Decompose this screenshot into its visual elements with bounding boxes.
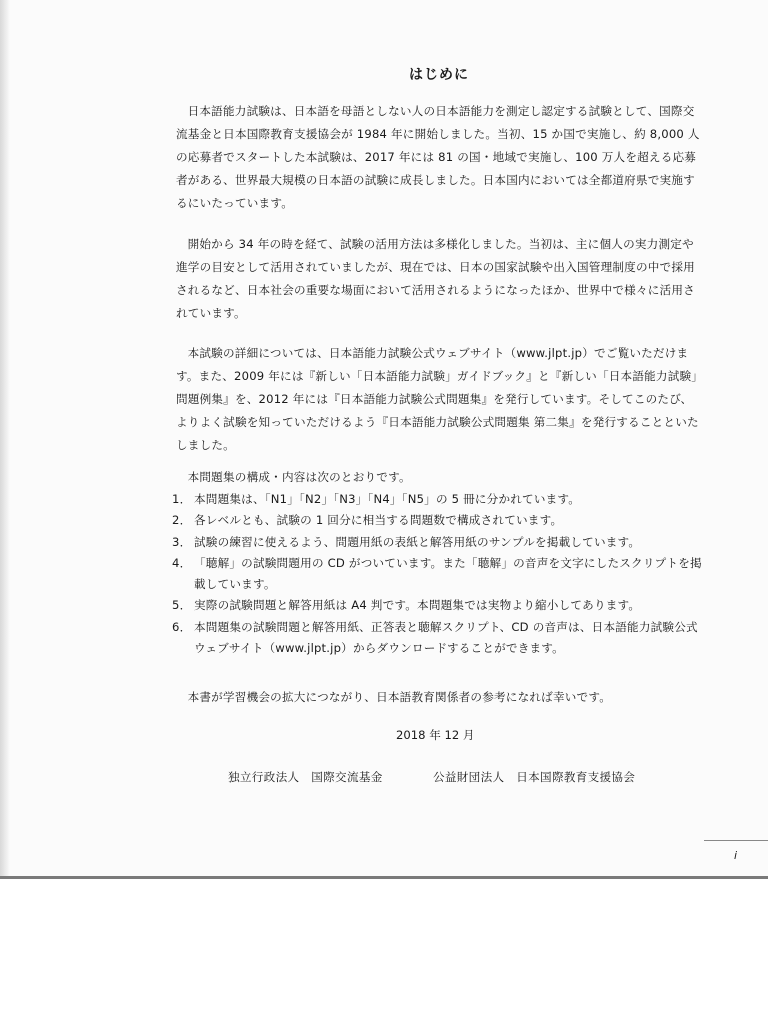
list-number: 3．: [172, 534, 192, 549]
list-number: 5．: [172, 598, 192, 613]
list-text: 本問題集は、「N1」「N2」「N3」「N4」「N5」の 5 冊に分かれています。: [194, 492, 581, 506]
organization-jees: 公益財団法人 日本国際教育支援協会: [433, 770, 636, 784]
list-intro: 本問題集の構成・内容は次のとおりです。: [187, 470, 411, 484]
list-item: [172, 510, 702, 531]
list-item: [172, 553, 702, 596]
list-text: 試験の練習に使えるよう、問題用紙の表紙と解答用紙のサンプルを掲載しています。: [194, 534, 641, 549]
list-text: 本問題集の試験問題と解答用紙、正答表と聴解スクリプト、CD の音声は、日本語能力試験公式ウェブサイト（www.jlpt.jp）からダウンロードすることができます。: [194, 619, 698, 656]
page-number: i: [734, 849, 738, 862]
scan-margin: [0, 879, 768, 1024]
organization-japan-foundation: 独立行政法人 国際交流基金: [228, 770, 383, 784]
list-number: 6．: [172, 619, 192, 634]
paragraph-history: 日本語能力試験は、日本語を母語としない人の日本語能力を測定し認定する試験として、国際交流基金と日本国際教育支援協会が 1984 年に開始しました。当初、15 か国で実施し、約 8,000 人の応募者でスタートした本試験は、2017 年には 81 の国・地域で実施し、100 万人を超える応募者がある、世界最大規模の日本語の試験に成長しました。日本国内においては全都道府県で実施するにいたっています。: [176, 104, 700, 210]
list-item: [172, 595, 702, 616]
list-item: [172, 617, 702, 660]
page-title: はじめに: [409, 67, 469, 83]
paragraph-usage: 開始から 34 年の時を経て、試験の活用方法は多様化しました。当初は、主に個人の実力測定や進学の目安として活用されていましたが、現在では、日本の国家試験や出入国管理制度の中で採用されるなど、日本社会の重要な場面において活用されるようになったほか、世界中で様々に活用されています。: [176, 237, 695, 320]
paragraph-details: 本試験の詳細については、日本語能力試験公式ウェブサイト（www.jlpt.jp）でご覧いただけます。また、2009 年には『新しい「日本語能力試験」ガイドブック』と『新しい「日本語能力試験」問題例集』を、2012 年には『日本語能力試験公式問題集』を発行しています。そしてこのたび、よりよく試験を知っていただけるよう『日本語能力試験公式問題集 第二集』を発行することといたしました。: [176, 346, 699, 452]
publication-date: 2018 年 12 月: [396, 728, 475, 742]
page-shadow: [0, 0, 10, 880]
closing-paragraph: 本書が学習機会の拡大につながり、日本語教育関係者の参考になれば幸いです。: [187, 690, 612, 704]
list-text: 実際の試験問題と解答用紙は A4 判です。本問題集では実物より縮小してあります。: [194, 598, 641, 613]
list-number: 4．: [172, 555, 192, 570]
contents-list: [172, 489, 702, 659]
list-text: 「聴解」の試験問題用の CD がついています。また「聴解」の音声を文字にしたスクリプトを掲載しています。: [194, 555, 702, 592]
list-item: [172, 532, 702, 553]
footer-rule: [704, 840, 768, 841]
list-number: 1．: [172, 492, 192, 506]
list-number: 2．: [172, 513, 192, 528]
list-item: [172, 489, 702, 510]
list-text: 各レベルとも、試験の 1 回分に相当する問題数で構成されています。: [194, 513, 563, 528]
